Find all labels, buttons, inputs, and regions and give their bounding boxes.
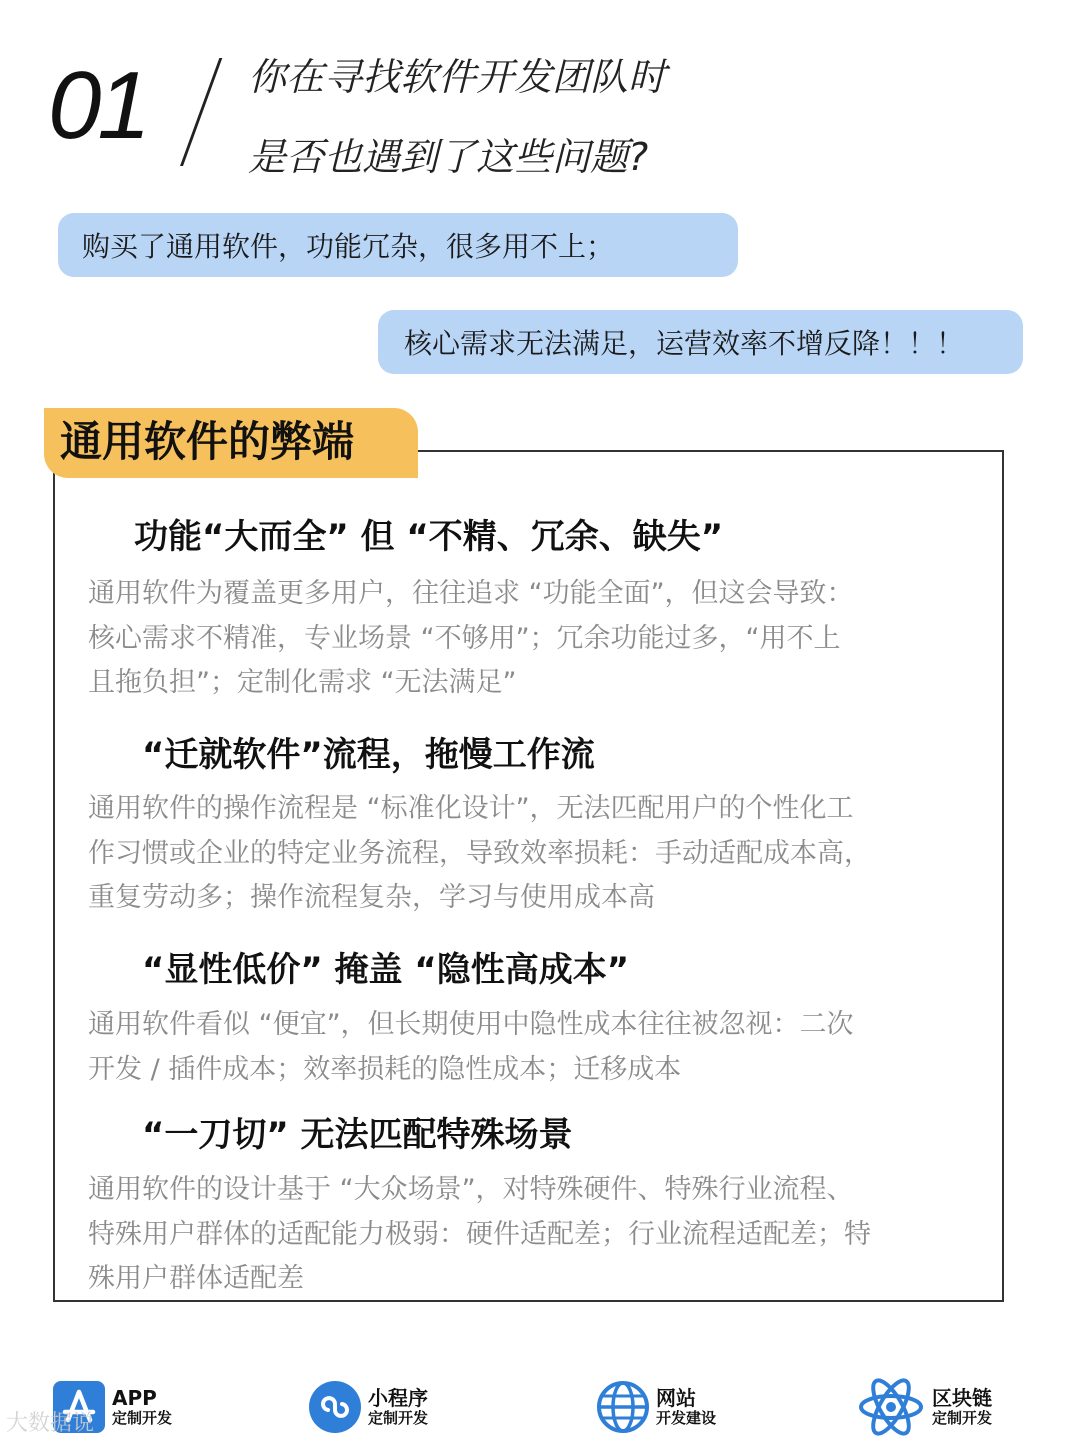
section-4-line-2: 特殊用户群体的适配能力极弱：硬件适配差；行业流程适配差；特 [88, 1218, 871, 1250]
footer-app-title: APP [112, 1385, 157, 1410]
footer-blockchain-subtitle: 定制开发 [932, 1408, 993, 1427]
header-question-line-2: 是否也遇到了这些问题? [248, 135, 649, 179]
globe-icon [596, 1380, 650, 1434]
watermark: 大数据说 [6, 1411, 95, 1436]
section-body-4 [88, 1168, 988, 1302]
divider-slash [180, 58, 222, 166]
section-3-line-2: 开发 / 插件成本；效率损耗的隐性成本；迁移成本 [88, 1053, 682, 1085]
section-heading-2: “迁就软件”流程，拖慢工作流 [142, 735, 595, 775]
section-body-2 [88, 787, 988, 921]
atom-icon [858, 1376, 924, 1438]
section-body-3 [88, 1003, 988, 1092]
section-body-1 [88, 572, 988, 706]
section-2-line-2: 作习惯或企业的特定业务流程，导致效率损耗：手动适配成本高， [88, 837, 871, 869]
problem-bubble-2: 核心需求无法满足，运营效率不增反降！！！ [378, 310, 1023, 374]
section-1-line-3: 且拖负担”；定制化需求 “无法满足” [88, 667, 517, 698]
footer-blockchain[interactable] [858, 1376, 992, 1438]
section-2-line-3: 重复劳动多；操作流程复杂，学习与使用成本高 [88, 882, 655, 913]
footer-website-title: 网站 [656, 1385, 696, 1410]
footer-app-subtitle: 定制开发 [112, 1408, 173, 1427]
footer-mini-program-title: 小程序 [368, 1385, 428, 1410]
footer-website[interactable] [596, 1380, 716, 1434]
problem-bubble-1: 购买了通用软件，功能冗杂，很多用不上； [58, 213, 738, 277]
footer-blockchain-title: 区块链 [932, 1385, 992, 1410]
section-3-line-1: 通用软件看似 “便宜”，但长期使用中隐性成本往往被忽视：二次 [88, 1009, 854, 1040]
panel-title: 通用软件的弊端 [60, 417, 355, 466]
section-heading-3: “显性低价” 掩盖 “隐性高成本” [142, 950, 630, 990]
section-number: 01 [48, 52, 147, 159]
mini-program-icon [308, 1380, 362, 1434]
section-4-line-1: 通用软件的设计基于 “大众场景”，对特殊硬件、特殊行业流程、 [88, 1174, 854, 1205]
section-2-line-1: 通用软件的操作流程是 “标准化设计”，无法匹配用户的个性化工 [88, 793, 854, 824]
section-1-line-1: 通用软件为覆盖更多用户，往往追求 “功能全面”，但这会导致： [88, 578, 854, 609]
section-heading-1: 功能“大而全” 但 “不精、冗余、缺失” [134, 517, 724, 557]
footer-mini-program[interactable] [308, 1380, 428, 1434]
section-4-line-3: 殊用户群体适配差 [88, 1263, 304, 1294]
footer-mini-program-subtitle: 定制开发 [368, 1408, 429, 1427]
header-question-line-1: 你在寻找软件开发团队时 [248, 55, 667, 99]
footer-website-subtitle: 开发建设 [656, 1408, 717, 1427]
section-1-line-2: 核心需求不精准，专业场景 “不够用”；冗余功能过多，“用不上 [88, 622, 841, 654]
section-heading-4: “一刀切” 无法匹配特殊场景 [142, 1115, 573, 1155]
